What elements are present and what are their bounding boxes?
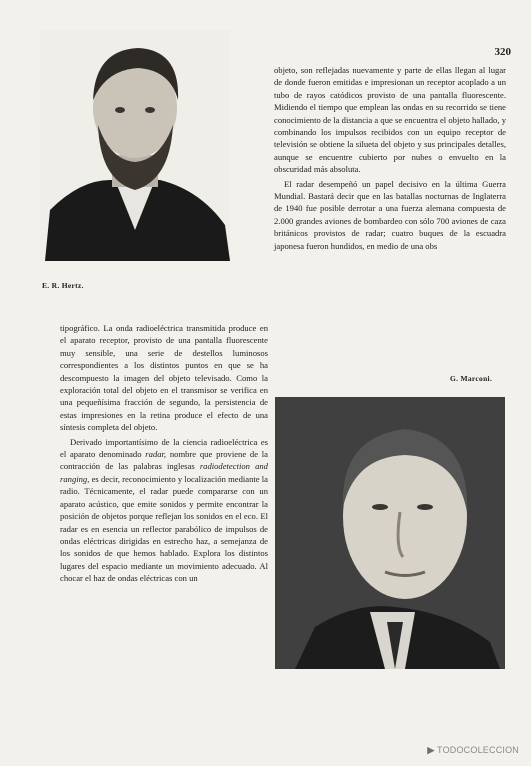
- left-paragraph-1: tipográfico. La onda radioeléctrica transmitida produce en el aparato receptor, provisto de una pantalla fluorescente muy sensible, una serie de destellos luminosos correspondientes a los distintos puntos en que se ha descompuesto la imagen del objeto televisado. Como la exploración total del objeto en el transmisor se verifica en una pequeñísima fracción de segundo, la persistencia de estas impresiones en la retina produce el efecto de una síntesis completa del objeto.: [60, 323, 268, 433]
- right-paragraph-1: objeto, son reflejadas nuevamente y parte de ellas llegan al lugar de donde fueron emitidas e impresionan un receptor acoplado a un tubo de rayos catódicos provisto de una pantalla fluorescente. Midiendo el tiempo que emplean las ondas en su recorrido se tiene conocimiento de la distancia a que se encuentra el objeto hallado, y combinando los impulsos recibidos con un equipo receptor de televisión se obtiene la silueta del objeto y sus principales detalles, aunque se encuentre cubierto por nubes o envuelto en la obscuridad más absoluta.: [274, 65, 506, 175]
- paragraph-text: nombre que proviene de la contracción de las palabras inglesas: [60, 449, 268, 472]
- right-paragraph-2: El radar desempeñó un papel decisivo en la última Guerra Mundial. Bastará decir que en las batallas nocturnas de Inglaterra de 1940 fue posible derrotar a una fuerza alemana compuesta de 2.000 grandes aviones de bombardeo con sólo 700 aviones de caza británicos provistos de radar; cuatro buques de la escuadra japonesa fueron hundidos, en medio de una obs: [274, 178, 506, 251]
- paragraph-text: Derivado importantísimo de la ciencia radioeléctrica es el aparato denominado: [60, 436, 268, 460]
- hertz-portrait: [40, 30, 230, 261]
- footer-watermark: [427, 745, 519, 756]
- page-number: 320: [494, 46, 511, 58]
- hertz-caption: E. R. Hertz.: [42, 281, 84, 290]
- paragraph-text: es decir, reconocimiento y localización mediante la radio. Técnicamente, el radar puede compararse con un aparato acústico, que emite sonidos y permite encontrar la posición de objetos porque reflejan los sonidos en el eco. El radar es en esencia un reflector parabólico de impulsos de ondas eléctricas dirigidas en estrecho haz, a semejanza de los sonidos de que hemos hablado. Explora los distintos lugares del espacio mediante un movimiento adecuado. Al chocar el haz de ondas eléctricas con un: [60, 473, 268, 584]
- marconi-portrait: [275, 397, 505, 669]
- term-radar: radar,: [145, 449, 167, 460]
- left-text-column: [60, 322, 268, 585]
- logo-text: TODOCOLECCION: [437, 745, 519, 755]
- logo-mark-icon: ▶: [427, 745, 435, 755]
- left-paragraph-2: [60, 436, 268, 585]
- right-text-column: [274, 64, 506, 252]
- term-radiodetection: radiodetection and ranging,: [60, 461, 268, 484]
- marconi-caption: G. Marconi.: [450, 374, 493, 383]
